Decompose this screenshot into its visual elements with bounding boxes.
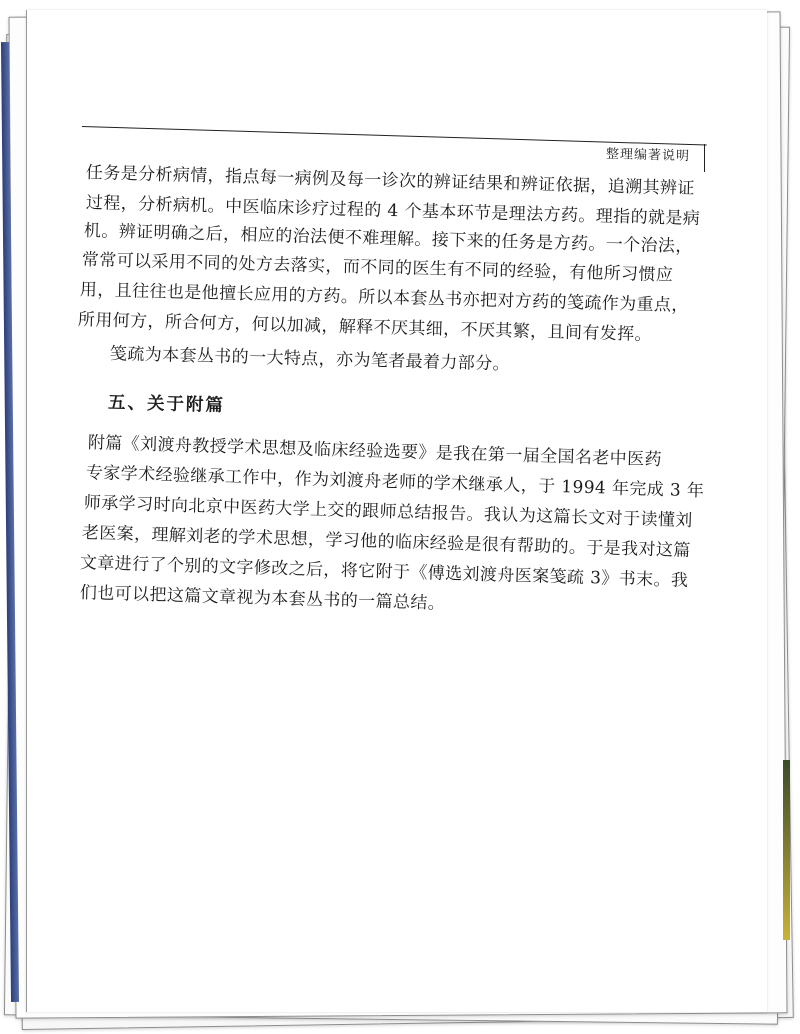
text-line: 机。辨证明确之后，相应的治法便不难理解。接下来的任务是方药。一个治法， bbox=[83, 221, 693, 257]
running-head: 整理编著说明 bbox=[605, 146, 691, 165]
text-line: 笺疏为本套丛书的一大特点，亦为笔者最着力部分。 bbox=[109, 344, 511, 375]
section-heading: 五、关于附篇 bbox=[107, 393, 226, 417]
text-line: 附篇《刘渡舟教授学术思想及临床经验选要》是我在第一届全国名老中医药 bbox=[87, 433, 663, 471]
text-line: 老医案，理解刘老的学术思想，学习他的临床经验是很有帮助的。于是我对这篇 bbox=[81, 523, 691, 562]
text-line: 文章进行了个别的文字修改之后，将它附于《傅选刘渡舟医案笺疏 3》书末。我 bbox=[79, 553, 689, 592]
book-cover-edge bbox=[783, 760, 790, 940]
text-line: 任务是分析病情，指点每一病例及每一诊次的辨证结果和辨证依据，追溯其辨证 bbox=[85, 163, 695, 199]
text-line: 师承学习时向北京中医药大学上交的跟师总结报告。我认为这篇长文对于读懂刘 bbox=[83, 493, 693, 532]
text-line: 过程，分析病机。中医临床诊疗过程的 4 个基本环节是理法方药。理指的就是病 bbox=[85, 193, 701, 230]
text-line: 常常可以采用不同的处方去落实，而不同的医生有不同的经验，有他所习惯应 bbox=[81, 250, 674, 286]
text-line: 专家学术经验继承工作中，作为刘渡舟老师的学术继承人，于 1994 年完成 3 年 bbox=[85, 463, 705, 502]
text-line: 所用何方，所合何方，何以加减，解释不厌其细，不厌其繁，且间有发挥。 bbox=[77, 310, 653, 346]
text-line: 用，且往往也是他擅长应用的方药。所以本套丛书亦把对方药的笺疏作为重点， bbox=[79, 280, 689, 316]
header-rule-tick bbox=[704, 144, 705, 172]
text-line: 们也可以把这篇文章视为本套丛书的一篇总结。 bbox=[79, 583, 446, 614]
